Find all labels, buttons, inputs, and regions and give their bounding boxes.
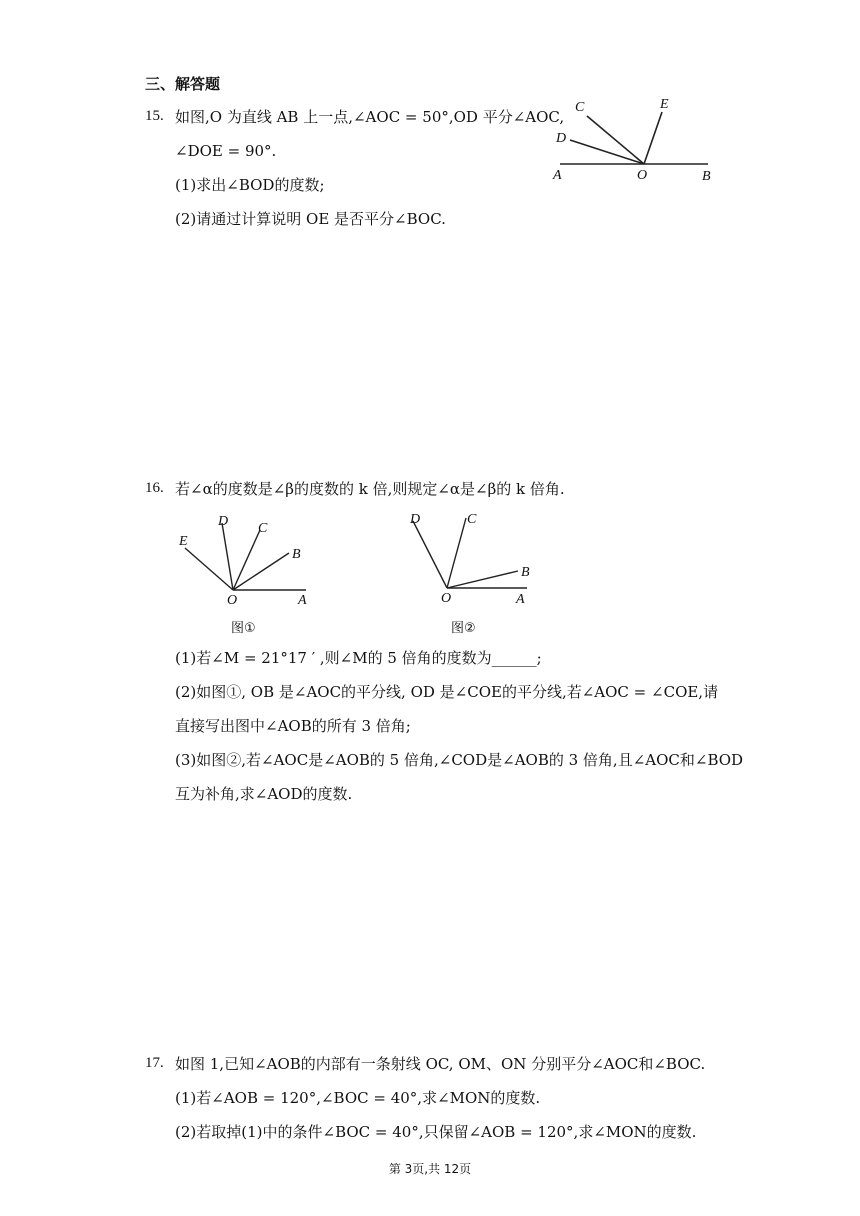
q17-part1: (1)若∠AOB = 120°,∠BOC = 40°,求∠MON的度数.: [175, 1089, 541, 1107]
label-o: O: [637, 168, 648, 183]
ray-od: [570, 140, 644, 164]
section-title: 三、解答题: [145, 75, 221, 93]
q15-figure: [548, 92, 718, 188]
q17-stem: 如图 1,已知∠AOB的内部有一条射线 OC, OM、ON 分别平分∠AOC和∠BOC.: [175, 1055, 706, 1073]
q16-part3-line1: (3)如图②,若∠AOC是∠AOB的 5 倍角,∠COD是∠AOB的 3 倍角,且∠AOC和∠BOD: [175, 751, 744, 769]
q15-part2: (2)请通过计算说明 OE 是否平分∠BOC.: [175, 210, 446, 228]
q15-number: 15.: [145, 108, 164, 124]
q16-part2-line2: 直接写出图中∠AOB的所有 3 倍角;: [175, 717, 411, 735]
q16-figure-2-caption: 图②: [451, 621, 476, 636]
fig1-label-o: O: [227, 593, 238, 608]
fig1-label-c: C: [258, 521, 268, 536]
q16-part1: (1)若∠M = 21°17 ′ ,则∠M的 5 倍角的度数为______;: [175, 649, 542, 667]
ray-oe: [644, 112, 662, 164]
q17-number: 17.: [145, 1055, 164, 1071]
label-b: B: [702, 169, 711, 184]
fig2-label-b: B: [521, 565, 530, 580]
fig1-label-e: E: [179, 534, 188, 549]
q15-part1: (1)求出∠BOD的度数;: [175, 176, 325, 194]
fig2-label-o: O: [441, 591, 452, 606]
fig1-label-d: D: [218, 514, 229, 529]
label-a: A: [553, 168, 562, 183]
q16-figure-1-caption: 图①: [231, 621, 256, 636]
page-footer: 第 3页,共 12页: [388, 1162, 472, 1176]
fig2-label-c: C: [467, 512, 477, 527]
q15-stem-line2: ∠DOE = 90°.: [175, 142, 277, 160]
q15-stem-line1: 如图,O 为直线 AB 上一点,∠AOC = 50°,OD 平分∠AOC,: [175, 108, 565, 126]
label-e: E: [660, 97, 669, 112]
q16-stem: 若∠α的度数是∠β的度数的 k 倍,则规定∠α是∠β的 k 倍角.: [175, 480, 565, 498]
q16-number: 16.: [145, 480, 164, 496]
fig2-label-d: D: [410, 512, 421, 527]
label-d: D: [556, 131, 567, 146]
q16-part2-line1: (2)如图①, OB 是∠AOC的平分线, OD 是∠COE的平分线,若∠AOC = ∠COE,请: [175, 683, 719, 701]
label-c: C: [575, 100, 585, 115]
q17-part2: (2)若取掉(1)中的条件∠BOC = 40°,只保留∠AOB = 120°,求∠MON的度数.: [175, 1123, 697, 1141]
q16-part3-line2: 互为补角,求∠AOD的度数.: [175, 785, 353, 803]
fig1-label-b: B: [292, 547, 301, 562]
fig2-label-a: A: [516, 592, 525, 607]
ray-oc: [587, 116, 644, 164]
fig1-label-a: A: [298, 593, 307, 608]
